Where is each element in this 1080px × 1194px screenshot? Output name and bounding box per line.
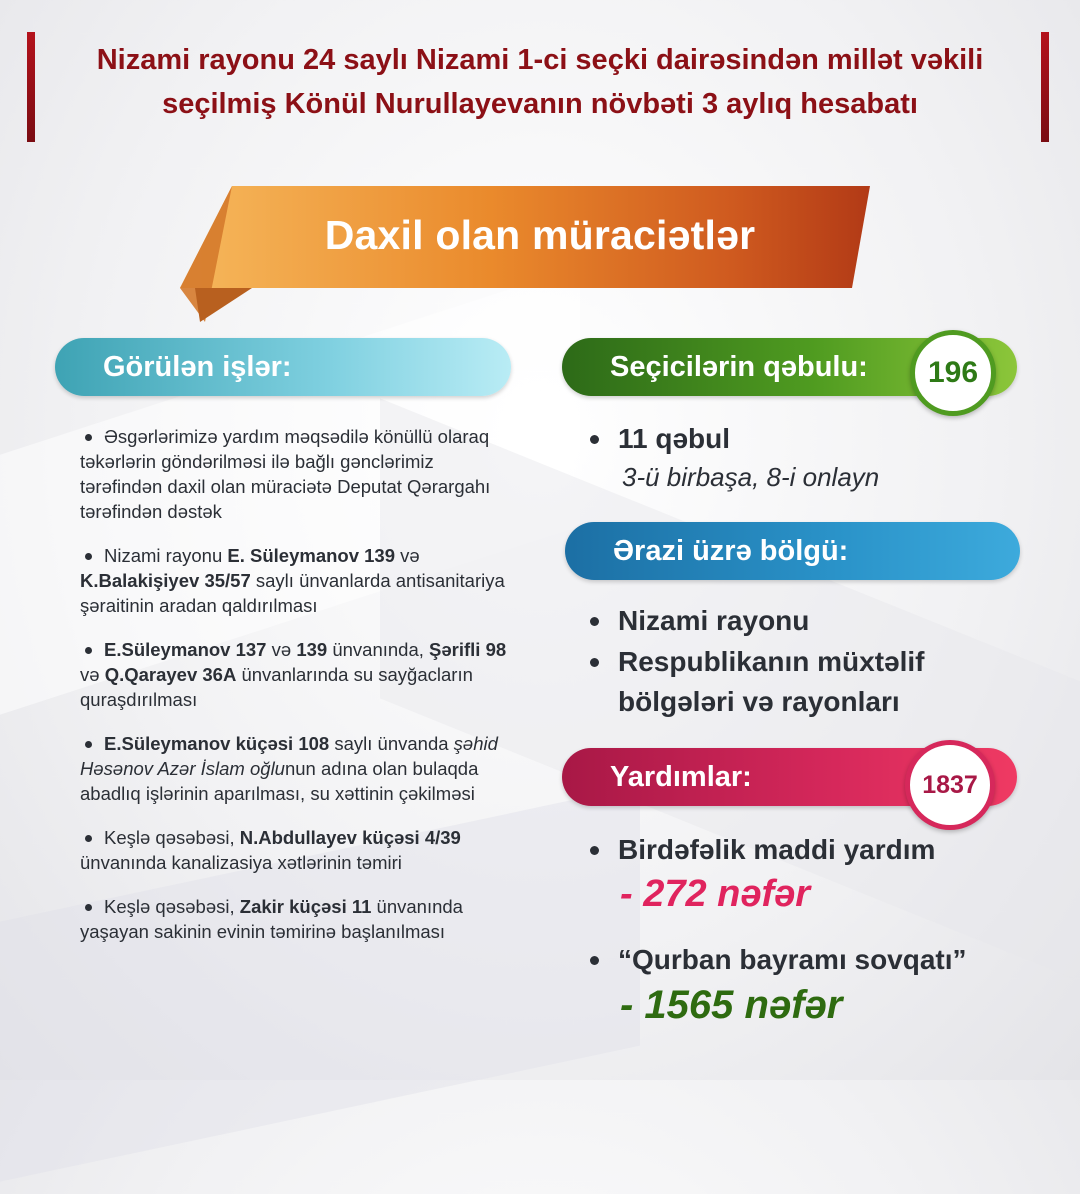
item-text: Əsgərlərimizə yardım məqsədilə könüllü olaraq təkərlərin göndərilməsi ilə bağlı gənclərimiz tərəfindən daxil olan müraciətə Deputat Qərargahı tərəfindən dəstək [80, 426, 491, 522]
bullet-icon [590, 617, 599, 626]
yardim-count-badge: 1837 [905, 740, 995, 830]
report-period: 3 aylıq hesabatı [701, 88, 918, 120]
item-text: Birdəfəlik maddi yardım [618, 834, 936, 865]
secici-breakdown: 3-ü birbaşa, 8-i onlayn [622, 462, 880, 492]
item-text: və [266, 639, 297, 660]
item-text: ünvanında kanalizasiya xətlərinin təmiri [80, 852, 402, 873]
one-time-aid-count: - 272 nəfər [620, 873, 811, 915]
gorulen-isler-label: Görülən işlər: [103, 351, 292, 383]
bullet-icon [85, 904, 92, 911]
item-text-continued: bölgələri və rayonları [618, 686, 900, 717]
list-item [618, 832, 935, 868]
item-text: nun adına olan bulaqda abadlıq işlərinin aparılması, su xəttinin çəkilməsi [80, 758, 479, 804]
gorulen-isler-header [55, 338, 511, 396]
martyr-name: şəhid Həsənov Azər İslam oğlu [80, 733, 498, 779]
address: 139 [296, 639, 328, 660]
bullet-icon [85, 434, 92, 441]
secici-qebulu-label: Seçicilərin qəbulu: [610, 351, 868, 383]
item-text: Respublikanın müxtəlif [618, 646, 925, 677]
item-text: ünvanlarında su sayğacların quraşdırılması [80, 664, 473, 710]
bullet-icon [590, 956, 599, 965]
address: K.Balakişiyev 35/57 [80, 570, 251, 591]
bullet-icon [590, 435, 599, 444]
list-item [80, 543, 510, 618]
item-text: Keşlə qəsəbəsi, [104, 827, 240, 848]
holiday-gift-count: - 1565 nəfər [620, 983, 843, 1027]
gorulen-isler-list [80, 424, 510, 963]
item-text: 11 qəbul [618, 423, 731, 454]
bullet-icon [85, 835, 92, 842]
ribbon-banner [0, 0, 1080, 340]
list-item [80, 637, 510, 712]
erazi-bolgu-header [565, 522, 1020, 580]
item-text: Keşlə qəsəbəsi, [104, 896, 240, 917]
address: N.Abdullayev küçəsi 4/39 [239, 827, 461, 848]
address: Q.Qarayev 36A [104, 664, 237, 685]
address: E.Süleymanov küçəsi 108 [104, 733, 330, 754]
yardimlar-label: Yardımlar: [610, 761, 752, 793]
ribbon-title: Daxil olan müraciətlər [324, 212, 756, 258]
address: E. Süleymanov 139 [227, 545, 396, 566]
item-text: saylı ünvanlarda antisanitariya şəraitinin aradan qaldırılması [80, 570, 505, 616]
list-item [618, 603, 809, 639]
item-text: Nizami rayonu [104, 545, 228, 566]
item-text: saylı ünvanda [329, 733, 454, 754]
deputy-name: Könül Nurullayeva [284, 88, 540, 120]
item-text: “Qurban bayramı sovqatı” [618, 944, 967, 975]
list-item [618, 942, 967, 978]
title-line-2-mid: nın növbəti [539, 88, 702, 120]
list-item [80, 894, 510, 944]
list-item [80, 825, 510, 875]
title-line-2-pre: seçilmiş [162, 88, 285, 120]
item-text: Nizami rayonu [618, 605, 810, 636]
bullet-icon [590, 658, 599, 667]
erazi-bolgu-label: Ərazi üzrə bölgü: [613, 535, 849, 567]
bullet-icon [85, 647, 92, 654]
list-item [618, 644, 925, 680]
list-item [80, 731, 510, 806]
address: Zakir küçəsi 11 [239, 896, 372, 917]
list-item [80, 424, 510, 524]
item-text: ünvanında yaşayan sakinin evinin təmirinə başlanılması [80, 896, 463, 942]
address: Şərifli 98 [429, 639, 507, 660]
item-text: ünvanında, [327, 639, 430, 660]
bullet-icon [85, 741, 92, 748]
item-text: və [395, 545, 420, 566]
address: E.Süleymanov 137 [104, 639, 267, 660]
title-line-1: Nizami rayonu 24 saylı Nizami 1-ci seçki dairəsindən millət vəkili [96, 44, 984, 76]
bullet-icon [590, 846, 599, 855]
list-item [618, 421, 730, 457]
bullet-icon [85, 553, 92, 560]
item-text: və [80, 664, 105, 685]
secici-count-badge: 196 [910, 330, 996, 416]
